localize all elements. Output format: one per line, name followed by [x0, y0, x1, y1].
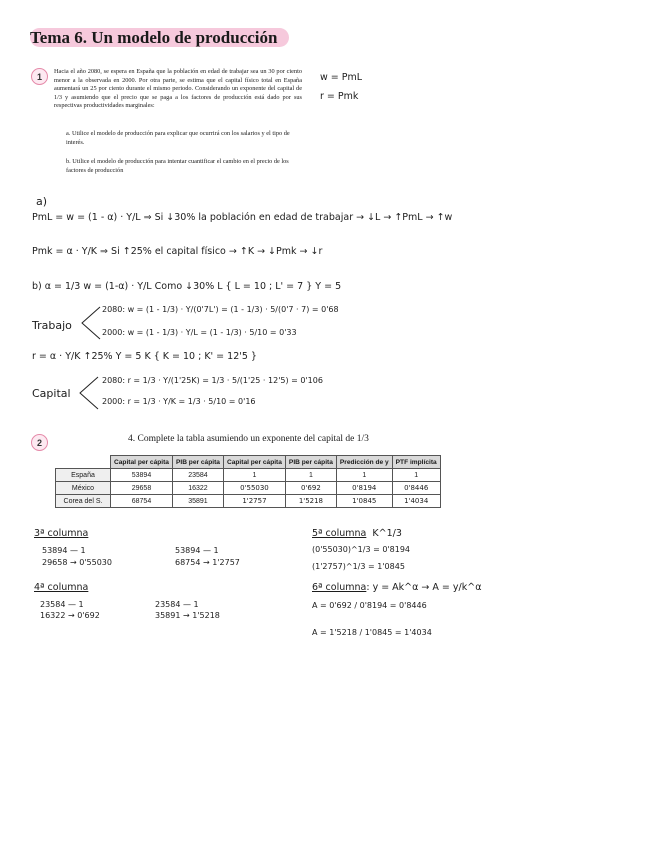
note-col6-l1: A = 0'692 / 0'8194 = 0'8446: [312, 601, 427, 610]
note-col4-r1: 23584 — 1: [155, 600, 199, 609]
table-header: PIB per cápita: [285, 456, 336, 469]
capital-brace: [78, 375, 100, 411]
table-cell: Corea del S.: [56, 495, 111, 508]
question-1a: a. Utilice el modelo de producción para explicar que ocurrirá con los salarios y el tipo de interés.: [66, 130, 290, 146]
question-2-heading: 4. Complete la tabla asumiendo un exponente del capital de 1/3: [128, 434, 369, 444]
note-col3-title: 3ª columna: [34, 528, 89, 539]
table-cell: 23584: [172, 469, 223, 482]
question-2-number: 2: [36, 437, 42, 448]
note-col5-heading: [312, 528, 402, 539]
table-header: PTF implícita: [392, 456, 440, 469]
table-cell: 1'2757: [223, 495, 285, 508]
side-note-rate: r = Pmk: [320, 91, 359, 102]
table-header: Capital per cápita: [111, 456, 173, 469]
table-cell: 1'0845: [336, 495, 392, 508]
question-2-badge: [31, 434, 48, 451]
table-cell: 0'692: [285, 482, 336, 495]
note-col3-r1: 53894 — 1: [175, 546, 219, 555]
note-col6-l2: A = 1'5218 / 1'0845 = 1'4034: [312, 628, 432, 637]
table-cell: España: [56, 469, 111, 482]
table-cell: 53894: [111, 469, 173, 482]
table-cell: 1: [392, 469, 440, 482]
table-cell: 1: [336, 469, 392, 482]
data-table: [55, 455, 441, 508]
trabajo-brace: [80, 305, 102, 341]
question-number: 1: [36, 71, 42, 82]
capital-2080: 2080: r = 1/3 · Y/(1'25K) = 1/3 · 5/(1'25 · 12'5) = 0'106: [102, 376, 323, 385]
table-header: Predicción de y: [336, 456, 392, 469]
answer-line-b: b) α = 1/3 w = (1-α) · Y/L Como ↓30% L { L = 10 ; L' = 7 } Y = 5: [32, 281, 342, 292]
table-cell: 0'8194: [336, 482, 392, 495]
question-1b: b. Utilice el modelo de producción para intentar cuantificar el cambio en el precio de los factores de producción: [66, 158, 289, 174]
table-row: [56, 495, 441, 508]
capital-2000: 2000: r = 1/3 · Y/K = 1/3 · 5/10 = 0'16: [102, 397, 256, 406]
table-cell: México: [56, 482, 111, 495]
table-cell: 29658: [111, 482, 173, 495]
trabajo-2000: 2000: w = (1 - 1/3) · Y/L = (1 - 1/3) · 5/10 = 0'33: [102, 328, 297, 337]
note-col5-l2: (1'2757)^1/3 = 1'0845: [312, 562, 405, 571]
trabajo-2080: 2080: w = (1 - 1/3) · Y/(0'7L') = (1 - 1/3) · 5/(0'7 · 7) = 0'68: [102, 305, 339, 314]
answer-a-label: a): [36, 195, 48, 208]
table-cell: 0'55030: [223, 482, 285, 495]
page-title: [30, 28, 289, 48]
table-cell: 68754: [111, 495, 173, 508]
question-number-badge: [31, 68, 48, 85]
note-col5-title: 5ª columna: [312, 528, 367, 539]
note-col4-l1: 23584 — 1: [40, 600, 84, 609]
table-cell: 1'5218: [285, 495, 336, 508]
table-cell: 1'4034: [392, 495, 440, 508]
note-col4-r2: 35891 → 1'5218: [155, 611, 220, 620]
note-col3-l1: 53894 — 1: [42, 546, 86, 555]
table-cell: 1: [285, 469, 336, 482]
table-header: Capital per cápita: [223, 456, 285, 469]
note-col6-title: 6ª columna: [312, 582, 367, 593]
note-col3-r2: 68754 → 1'2757: [175, 558, 240, 567]
note-col6-formula: : y = Ak^α → A = y/k^α: [366, 582, 482, 593]
table-cell: 35891: [172, 495, 223, 508]
answer-line-pmk: Pmk = α · Y/K ⇒ Si ↑25% el capital físico → ↑K → ↓Pmk → ↓r: [32, 246, 323, 257]
capital-label: Capital: [32, 387, 71, 400]
table-header-empty: [56, 456, 111, 469]
answer-line-pml: PmL = w = (1 - α) · Y/L ⇒ Si ↓30% la población en edad de trabajar → ↓L → ↑PmL → ↑w: [32, 212, 453, 223]
side-note-wage: w = PmL: [320, 72, 363, 83]
note-col4-l2: 16322 → 0'692: [40, 611, 100, 620]
table-header-row: [56, 456, 441, 469]
table-header: PIB per cápita: [172, 456, 223, 469]
table-cell: 0'8446: [392, 482, 440, 495]
note-col6-heading: [312, 582, 481, 593]
trabajo-label: Trabajo: [32, 319, 72, 332]
table-row: [56, 482, 441, 495]
note-col3-l2: 29658 → 0'55030: [42, 558, 112, 567]
table-cell: 16322: [172, 482, 223, 495]
table-row: [56, 469, 441, 482]
note-col4-title: 4ª columna: [34, 582, 89, 593]
note-col5-l1: (0'55030)^1/3 = 0'8194: [312, 545, 410, 554]
table-cell: 1: [223, 469, 285, 482]
answer-line-r: r = α · Y/K ↑25% Y = 5 K { K = 10 ; K' = 12'5 }: [32, 351, 257, 362]
note-col5-k: K^1/3: [372, 528, 402, 539]
title-text: Tema 6. Un modelo de producción: [30, 28, 289, 47]
question-1-text: Hacia el año 2080, se espera en España que la población en edad de trabajar sea un 30 por ciento menor a la observada en 2000. Por otra parte, se estima que el capital físico total en España aumentará un 25 por ciento durante el mismo periodo. Considerando un exponente del capital de 1/3 y asumiendo que el precio que se paga a los factores de producción está dado por sus respectivas productividades marginales:: [54, 68, 302, 110]
